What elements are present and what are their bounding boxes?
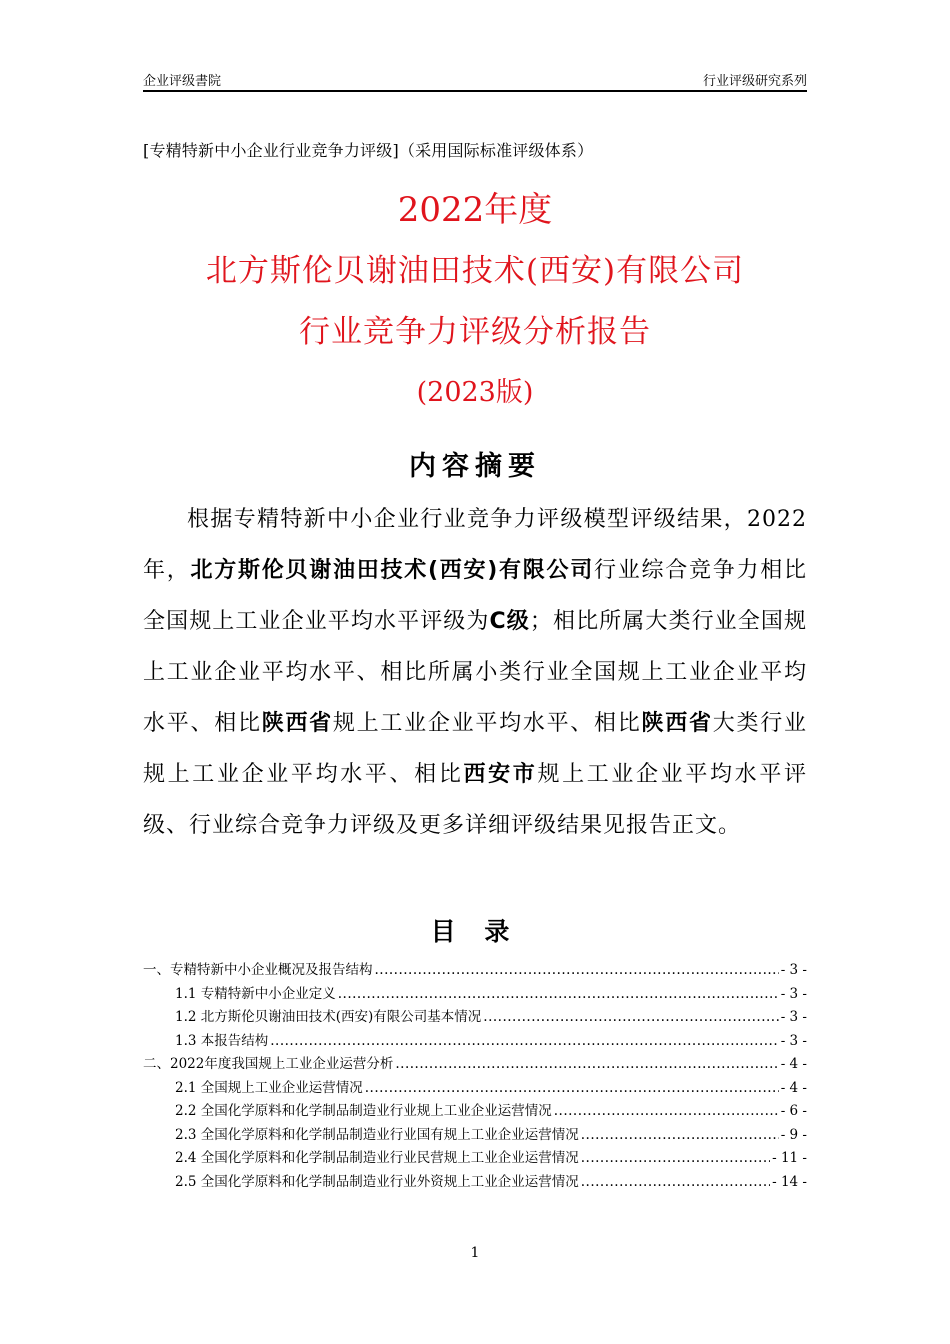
toc-entry-label: 2.1 全国规上工业企业运营情况 (175, 1079, 363, 1096)
toc-entry-page: - 3 - (780, 1032, 807, 1049)
toc-dot-leader (554, 1103, 779, 1119)
toc-entry[interactable] (143, 958, 807, 982)
toc-entry-label: 1.2 北方斯伦贝谢油田技术(西安)有限公司基本情况 (175, 1009, 482, 1025)
toc-entry-label: 2.5 全国化学原料和化学制品制造业行业外资规上工业企业运营情况 (175, 1173, 579, 1190)
header-publisher: 企业评级書院 (143, 74, 222, 89)
toc-entry[interactable] (143, 1099, 807, 1123)
abstract-text: ；相比所属大类行业全国规上工业企业平均水平、相比所属小类行业全国规上工业企业平均水平、相比 (143, 609, 807, 736)
abstract-company-name: 北方斯伦贝谢油田技术(西安)有限公司 (190, 558, 595, 583)
toc-entry-label: 二、2022年度我国规上工业企业运营分析 (143, 1056, 394, 1072)
toc-dot-leader (375, 962, 779, 978)
toc-entry[interactable] (143, 1029, 807, 1053)
toc-entry-page: - 3 - (780, 1009, 807, 1025)
toc-entry[interactable] (143, 1146, 807, 1170)
toc-entry-page: - 3 - (780, 962, 807, 978)
toc-dot-leader (365, 1080, 779, 1096)
title-edition: (2023版) (416, 377, 534, 408)
toc-entry-page: - 9 - (780, 1126, 807, 1143)
header-series: 行业评级研究系列 (702, 74, 807, 89)
toc-entry-page: - 3 - (780, 985, 807, 1002)
toc-entry-label: 2.4 全国化学原料和化学制品制造业行业民营规上工业企业运营情况 (175, 1150, 579, 1166)
table-of-contents (143, 958, 807, 1193)
abstract-province: 陕西省 (641, 711, 713, 736)
toc-entry-page: - 4 - (780, 1079, 807, 1096)
toc-entry-label: 2.2 全国化学原料和化学制品制造业行业规上工业企业运营情况 (175, 1103, 552, 1119)
page-number: 1 (470, 1245, 480, 1261)
abstract-text: 规上工业企业平均水平、相比 (332, 711, 642, 736)
toc-entry[interactable] (143, 1005, 807, 1029)
toc-entry-label: 1.3 本报告结构 (175, 1032, 269, 1049)
running-header (143, 68, 807, 92)
toc-dot-leader (270, 1033, 778, 1049)
toc-entry[interactable] (143, 1123, 807, 1147)
toc-dot-leader (395, 1056, 778, 1072)
abstract-heading: 内容摘要 (409, 451, 541, 482)
abstract-text: 根据专精特新中小企业行业竞争力评级模型评级结果，2022年， (143, 507, 807, 583)
toc-entry-page: - 6 - (780, 1103, 807, 1119)
toc-heading: 目 录 (430, 917, 520, 946)
toc-entry-page: - 4 - (780, 1056, 807, 1072)
title-company: 北方斯伦贝谢油田技术(西安)有限公司 (205, 253, 745, 289)
title-year: 2022年度 (397, 190, 553, 230)
toc-entry[interactable] (143, 1052, 807, 1076)
abstract-grade: C级 (489, 609, 530, 634)
toc-dot-leader (581, 1127, 779, 1143)
toc-dot-leader (338, 986, 779, 1002)
abstract-text: 行业综合竞争力相比全国规上工业企业平均水平评级为 (143, 558, 807, 634)
abstract-text: 大类行业规上工业企业平均水平、相比 (143, 711, 807, 787)
abstract-body (143, 494, 807, 851)
toc-dot-leader (581, 1150, 770, 1166)
toc-entry-label: 2.3 全国化学原料和化学制品制造业行业国有规上工业企业运营情况 (175, 1126, 579, 1143)
abstract-province: 陕西省 (261, 711, 333, 736)
title-report: 行业竞争力评级分析报告 (299, 314, 651, 350)
abstract-text: 规上工业企业平均水平评级、行业综合竞争力评级及更多详细评级结果见报告正文。 (143, 762, 807, 838)
abstract-city: 西安市 (463, 762, 538, 787)
toc-entry-label: 1.1 专精特新中小企业定义 (175, 985, 336, 1002)
toc-entry-label: 一、专精特新中小企业概况及报告结构 (143, 962, 373, 978)
report-category-subtitle: [专精特新中小企业行业竞争力评级]（采用国际标准评级体系） (143, 141, 594, 160)
toc-entry[interactable] (143, 1170, 807, 1194)
toc-entry[interactable] (143, 1076, 807, 1100)
toc-dot-leader (483, 1009, 778, 1025)
toc-dot-leader (581, 1174, 770, 1190)
toc-entry-page: - 14 - (772, 1173, 807, 1190)
toc-entry-page: - 11 - (772, 1150, 807, 1166)
abstract-paragraph (143, 494, 807, 851)
toc-entry[interactable] (143, 982, 807, 1006)
